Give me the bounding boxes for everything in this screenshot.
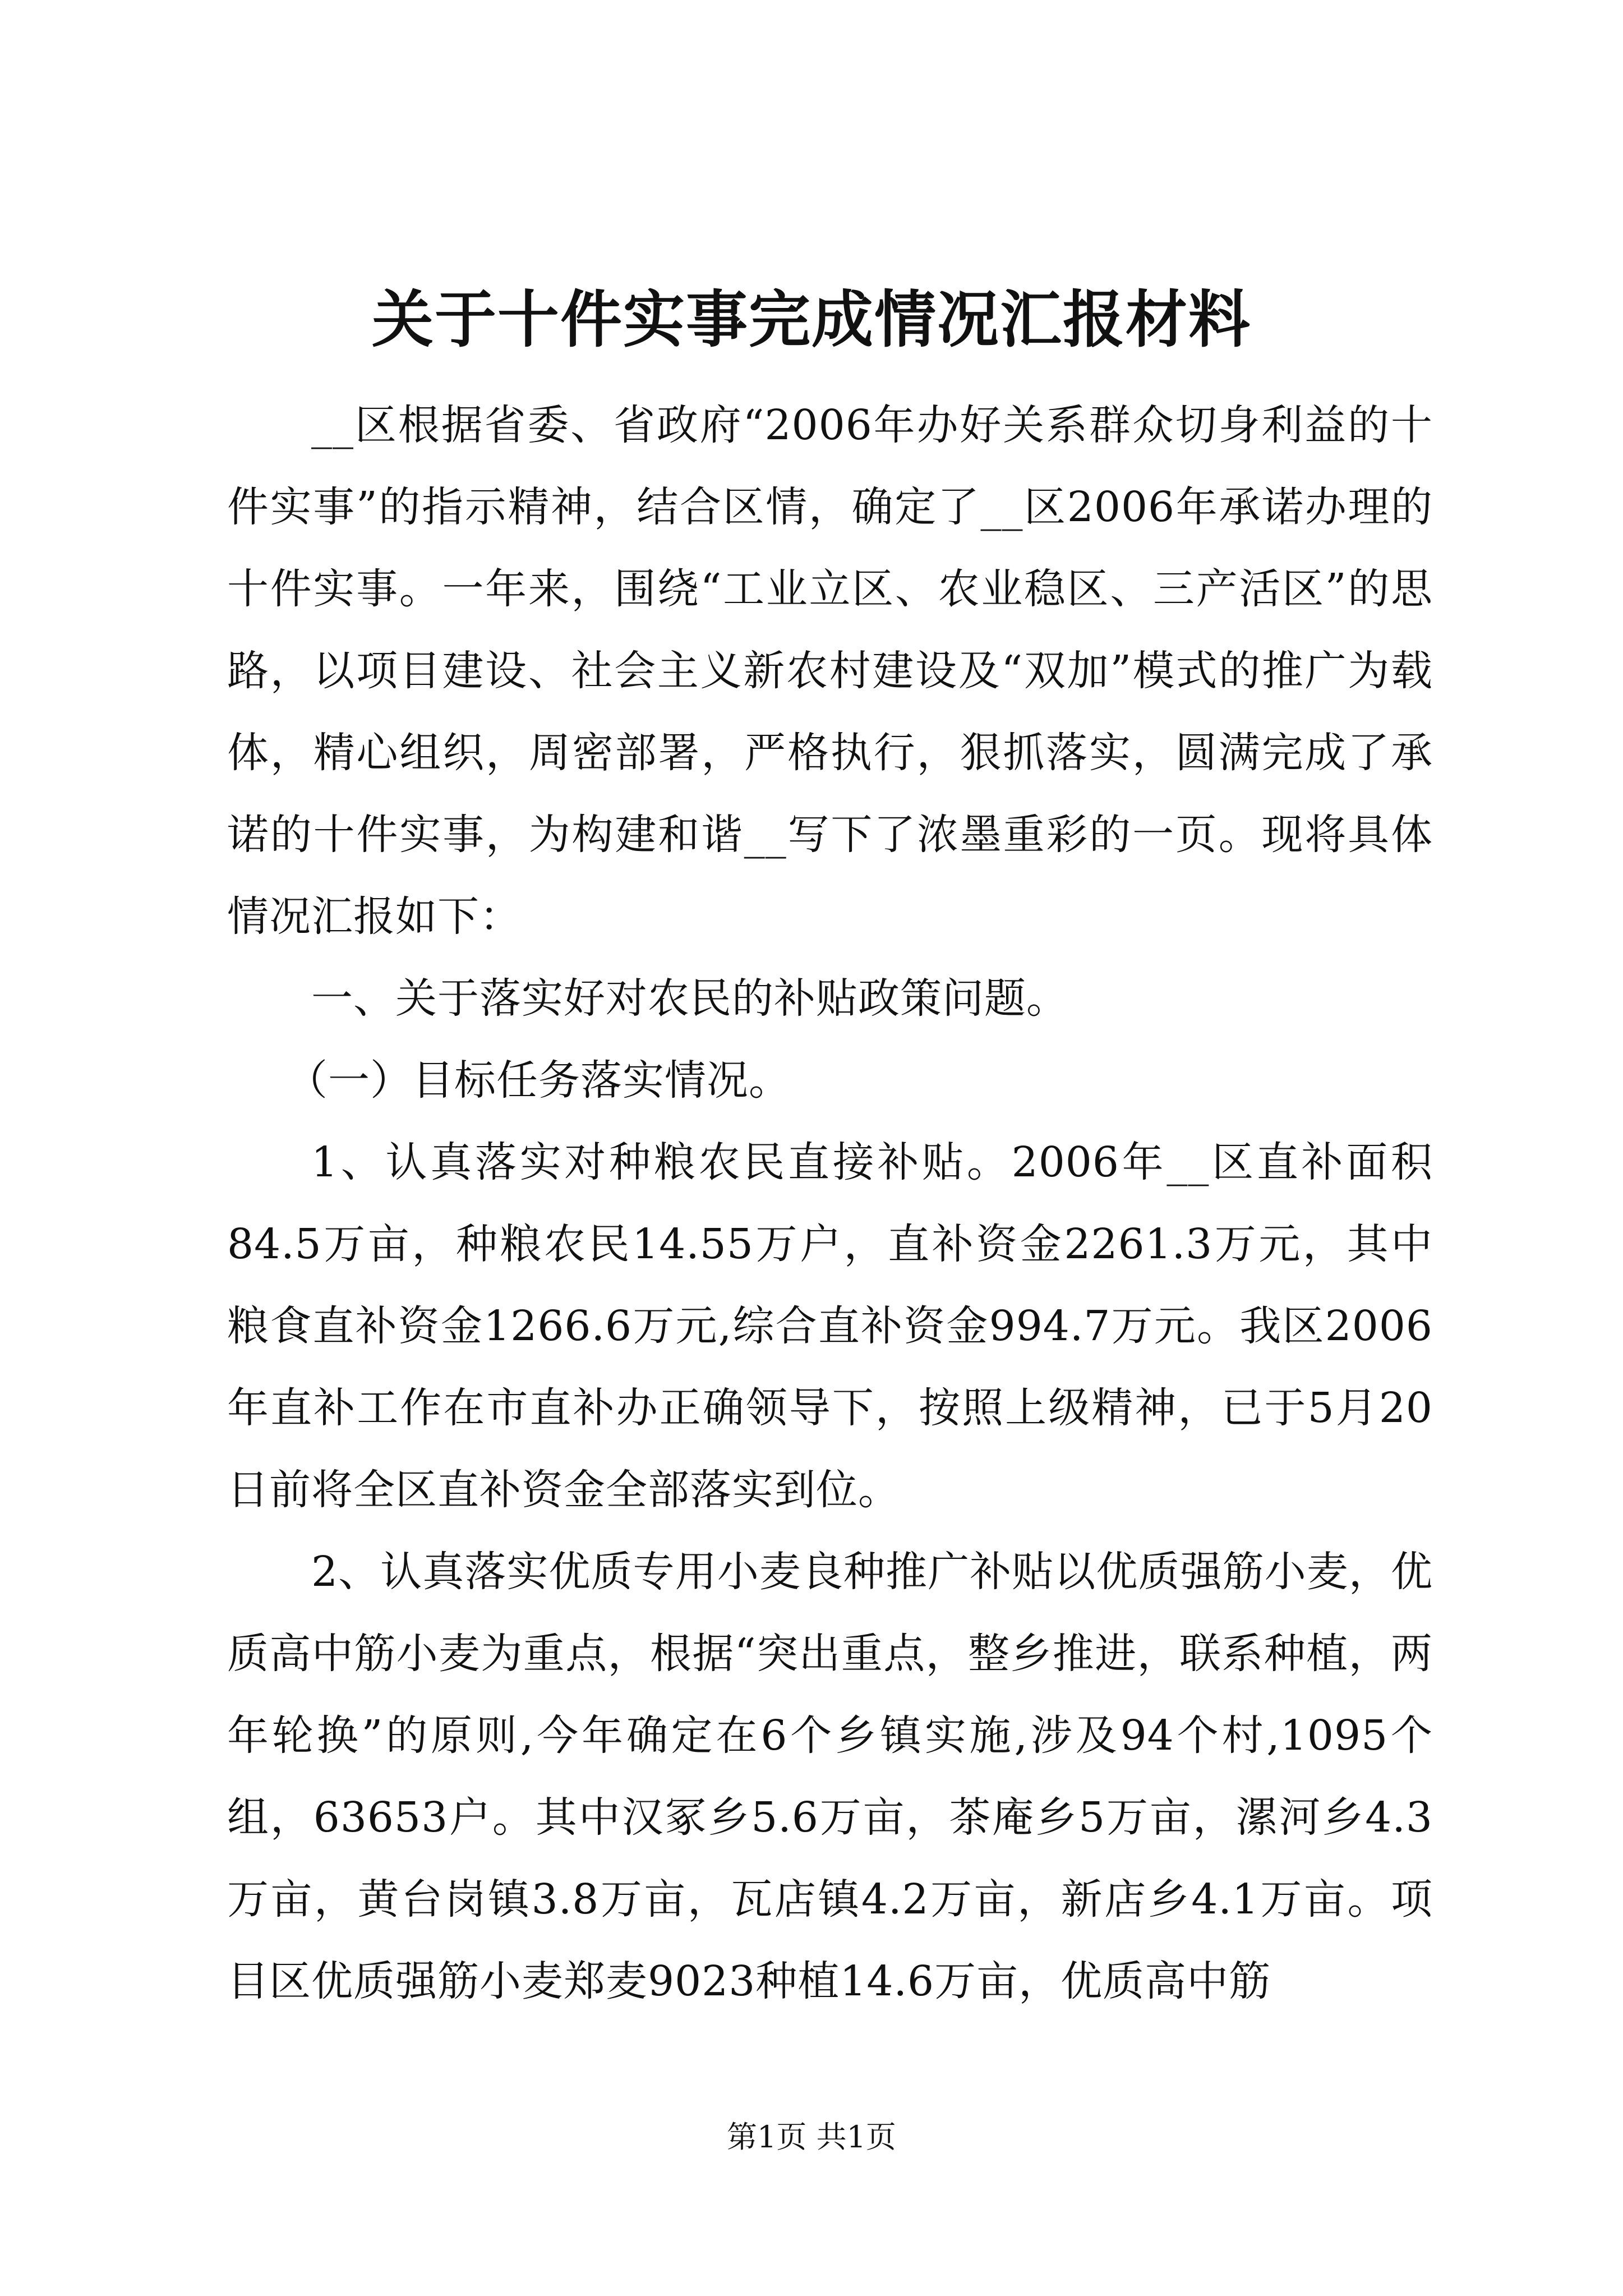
page-number: 第1页 共1页 bbox=[727, 2119, 896, 2155]
document-body bbox=[227, 384, 1433, 2022]
subsection-heading: （一）目标任务落实情况。 bbox=[286, 1056, 791, 1105]
body-paragraph-2: 2、认真落实优质专用小麦良种推广补贴以优质强筋小麦，优质高中筋小麦为重点，根据“突出重点，整乡推进，联系种植，两年轮换”的原则,今年确定在6个乡镇实施,涉及94个村,1095个组，63653户。其中汉冢乡5.6万亩，茶庵乡5万亩，漯河乡4.3万亩，黄台岗镇3.8万亩，瓦店镇4.2万亩，新店乡4.1万亩。项目区优质强筋小麦郑麦9023种植14.6万亩，优质高中筋 bbox=[227, 1548, 1433, 2005]
document-title: 关于十件实事完成情况汇报材料 bbox=[372, 283, 1251, 356]
intro-paragraph: __区根据省委、省政府“2006年办好关系群众切身利益的十件实事”的指示精神，结合区情，确定了__区2006年承诺办理的十件实事。一年来，围绕“工业立区、农业稳区、三产活区”的思路，以项目建设、社会主义新农村建设及“双加”模式的推广为载体，精心组织，周密部署，严格执行，狠抓落实，圆满完成了承诺的十件实事，为构建和谐__写下了浓墨重彩的一页。现将具体情况汇报如下： bbox=[227, 401, 1433, 941]
section-heading: 一、关于落实好对农民的补贴政策问题。 bbox=[311, 974, 1068, 1023]
body-paragraph-1: 1、认真落实对种粮农民直接补贴。2006年__区直补面积84.5万亩，种粮农民14.55万户，直补资金2261.3万元，其中粮食直补资金1266.6万元,综合直补资金994.7万元。我区2006年直补工作在市直补办正确领导下，按照上级精神，已于5月20日前将全区直补资金全部落实到位。 bbox=[227, 1138, 1433, 1514]
